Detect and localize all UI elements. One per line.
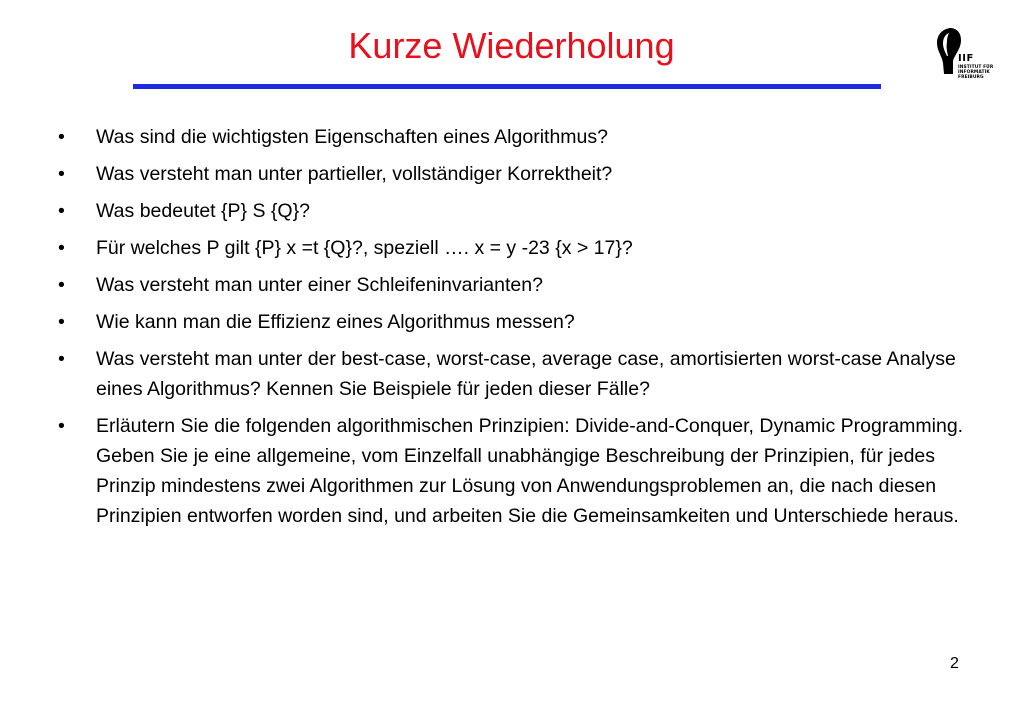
list-item-text: Was versteht man unter partieller, vollständiger Korrektheit?: [96, 163, 613, 185]
bullet-icon: •: [58, 415, 65, 437]
list-item: [58, 196, 968, 226]
list-item: [58, 122, 968, 152]
list-item-text: Was versteht man unter einer Schleifeninvarianten?: [96, 274, 543, 296]
bullet-icon: •: [58, 274, 65, 296]
list-item-text: Für welches P gilt {P} x =t {Q}?, speziell …. x = y -23 {x > 17}?: [96, 237, 633, 259]
logo-line: INFORMATIK: [958, 70, 990, 75]
bullet-icon: •: [58, 237, 65, 259]
bullet-icon: •: [58, 126, 65, 148]
bullet-icon: •: [58, 311, 65, 333]
logo-text: [958, 54, 993, 80]
bullet-icon: •: [58, 348, 65, 370]
list-item-text: Was sind die wichtigsten Eigenschaften eines Algorithmus?: [96, 126, 608, 148]
list-item: [58, 159, 968, 189]
logo-line: FREIBURG: [958, 75, 984, 80]
list-item: [58, 233, 968, 263]
list-item-text: Erläutern Sie die folgenden algorithmischen Prinzipien: Divide-and-Conquer, Dynamic Programming. Geben Sie je eine allgemeine, vom Einzelfall unabhängige Beschreibung der Prinzipien, für jedes Prinzip mindestens zwei Algorithmen zur Lösung von Anwendungsproblemen an, die nach diesen Prinzipien entworfen worden sind, und arbeiten Sie die Gemeinsamkeiten und Unterschiede heraus.: [96, 415, 964, 527]
logo-line: INSTITUT FÜR: [958, 65, 994, 70]
list-item-text: Was bedeutet {P} S {Q}?: [96, 200, 310, 222]
title-divider: [133, 84, 881, 89]
page-number: 2: [950, 655, 959, 672]
bullet-icon: •: [58, 200, 65, 222]
question-list: [58, 122, 968, 538]
list-item: [58, 270, 968, 300]
institute-logo: [934, 27, 994, 85]
list-item-text: Wie kann man die Effizienz eines Algorithmus messen?: [96, 311, 575, 333]
list-item: [58, 344, 968, 404]
logo-brand: IIF: [958, 53, 974, 64]
bullet-icon: •: [58, 163, 65, 185]
list-item: [58, 411, 968, 531]
slide-title: Kurze Wiederholung: [348, 25, 675, 66]
list-item-text: Was versteht man unter der best-case, worst-case, average case, amortisierten worst-case Analyse eines Algorithmus? Kennen Sie Beispiele für jeden dieser Fälle?: [96, 348, 956, 400]
list-item: [58, 307, 968, 337]
